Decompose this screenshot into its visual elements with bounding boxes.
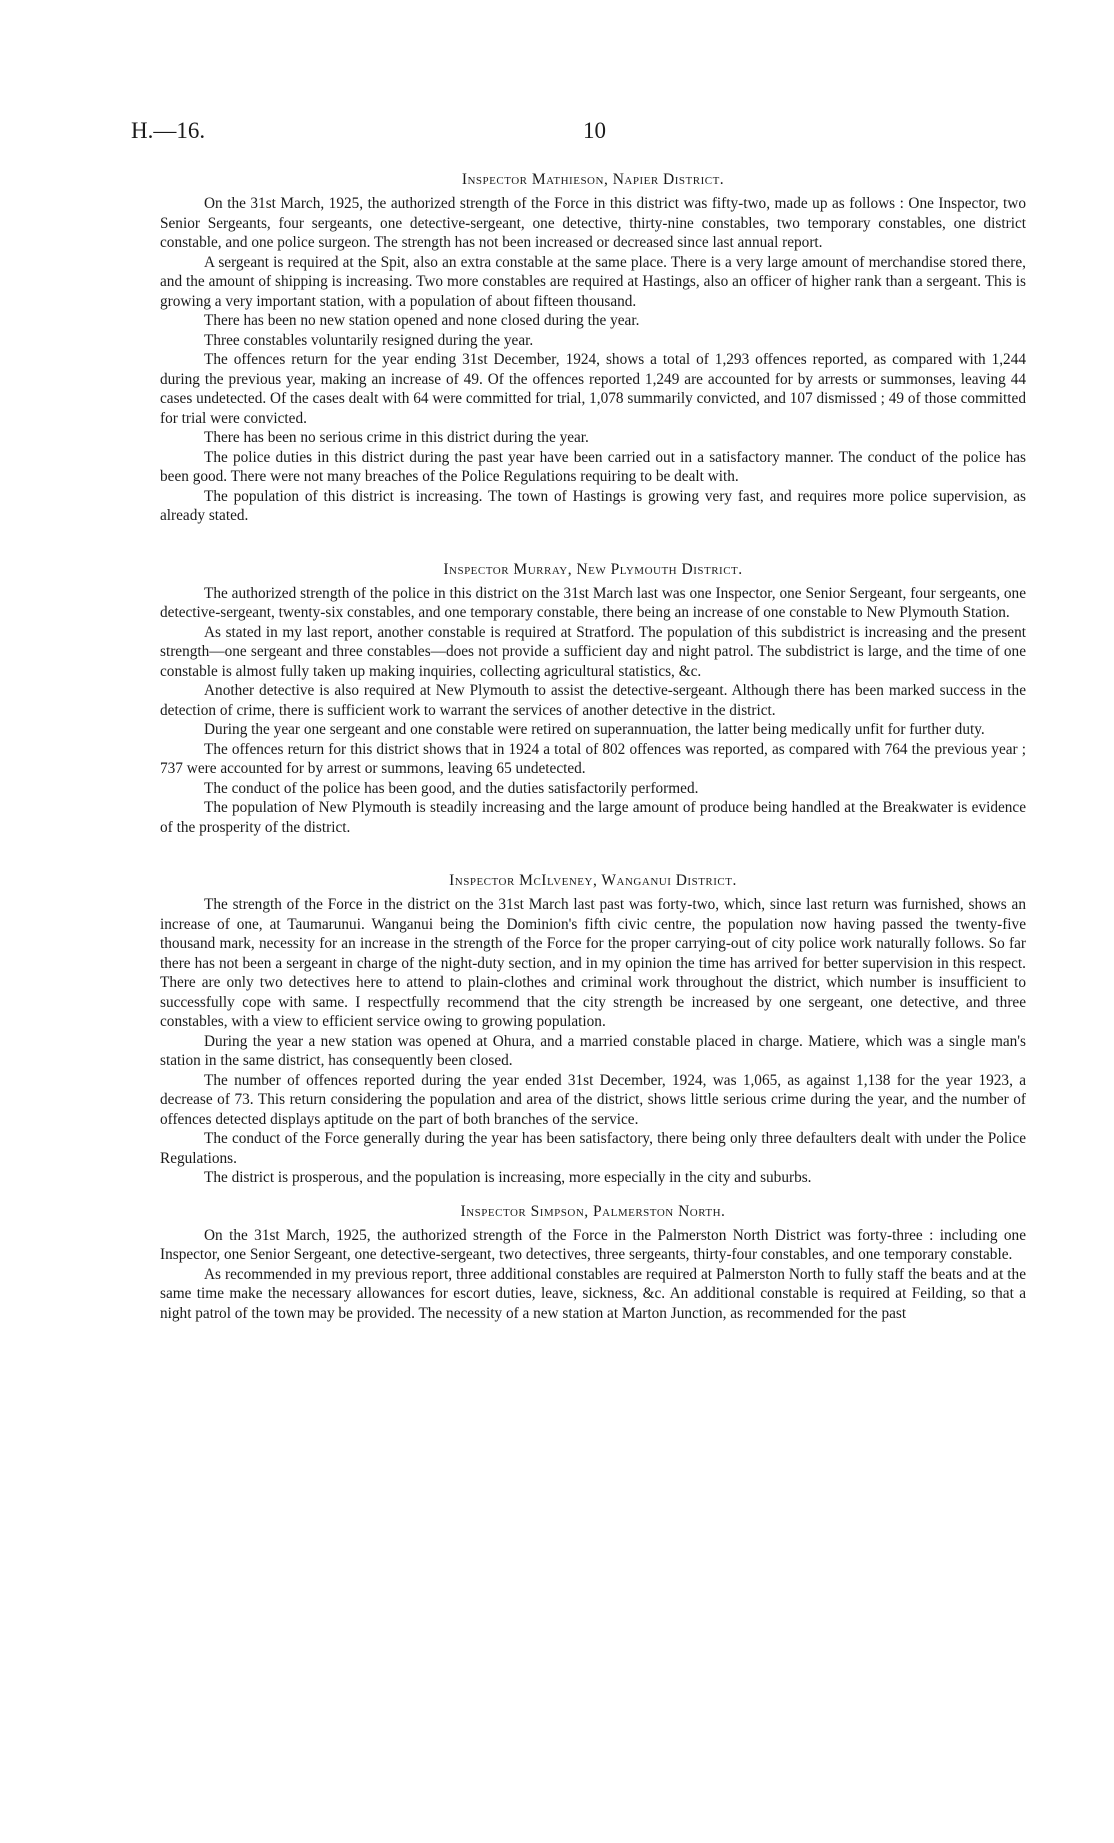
paragraph: The offences return for the year ending 31st December, 1924, shows a total of 1,293 offences reported, as compared with 1,244 during the previous year, making an increase of 49. Of the offences reported 1,249 are accounted for by arrests or summonses, leaving 44 cases undetected. Of the cases dealt with 64 were committed for trial, 1,078 summarily convicted, and 107 dismissed ; 49 of those committed for trial were convicted. bbox=[160, 351, 1026, 427]
paragraph: The conduct of the police has been good, and the duties satisfactorily performed. bbox=[204, 779, 699, 797]
paragraph: Another detective is also required at New Plymouth to assist the detective-sergeant. Although there has been marked success in the detection of crime, there is sufficient work to warrant the services of another detective in the district. bbox=[160, 682, 1026, 719]
page-header bbox=[131, 118, 1026, 150]
section-palmerston-north bbox=[160, 1202, 1026, 1324]
paragraph: There has been no serious crime in this district during the year. bbox=[204, 429, 589, 446]
page-number: 10 bbox=[583, 118, 606, 143]
paragraph: The strength of the Force in the district on the 31st March last past was forty-two, which, since last return was furnished, shows an increase of one, at Taumarunui. Wanganui being the Dominion's fifth civic centre, the population now having passed the twenty-five thousand mark, necessity for an increase in the strength of the Force for the proper carrying-out of city police work naturally follows. So far there has not been a sergeant in charge of the night-duty section, and in my opinion the time has arrived for better supervision in this respect. There are only two detectives here to attend to plain-clothes and criminal work throughout the district, which number is insufficient to successfully cope with same. I respectfully recommend that the city strength be increased by one sergeant, one detective, and three constables, with a view to efficient service owing to growing population. bbox=[160, 896, 1026, 1030]
section-napier bbox=[160, 170, 1026, 526]
paragraph: As stated in my last report, another constable is required at Stratford. The population of this subdistrict is increasing and the present strength—one sergeant and three constables—does not provide a sufficient day and night patrol. The subdistrict is large, and the time of one constable is almost fully taken up making inquiries, collecting agricultural statistics, &c. bbox=[160, 623, 1026, 680]
paragraph: The police duties in this district during the past year have been carried out in a satisfactory manner. The conduct of the police has been good. There were not many breaches of the Police Regulations requiring to be dealt with. bbox=[160, 448, 1026, 485]
paragraph: During the year one sergeant and one constable were retired on superannuation, the latter being medically unfit for further duty. bbox=[204, 721, 985, 738]
paragraph: Three constables voluntarily resigned during the year. bbox=[204, 331, 534, 349]
paragraph: On the 31st March, 1925, the authorized strength of the Force in the Palmerston North District was forty-three : including one Inspector, one Senior Sergeant, one detective-sergeant, two detectives, three sergeants, thirty-four constables, and one temporary constable. bbox=[160, 1226, 1026, 1263]
paragraph: On the 31st March, 1925, the authorized strength of the Force in this district was fifty-two, made up as follows : One Inspector, two Senior Sergeants, four sergeants, one detective-sergeant, one detective, thirty-nine constables, two temporary constables, one district constable, and one police surgeon. The strength has not been increased or decreased since last annual report. bbox=[160, 195, 1026, 251]
document-body bbox=[160, 170, 1026, 1323]
paragraph: The population of this district is increasing. The town of Hastings is growing very fast, and requires more police supervision, as already stated. bbox=[160, 487, 1026, 524]
section-title: Inspector Murray, New Plymouth District. bbox=[443, 560, 743, 578]
paragraph: The district is prosperous, and the population is increasing, more especially in the city and suburbs. bbox=[204, 1169, 812, 1186]
section-title: Inspector McIlveney, Wanganui District. bbox=[449, 872, 737, 889]
paragraph: The number of offences reported during the year ended 31st December, 1924, was 1,065, as against 1,138 for the year 1923, a decrease of 73. This return considering the population and area of the district, shows little serious crime during the year, and the number of offences detected displays aptitude on the part of both branches of the service. bbox=[160, 1071, 1026, 1128]
section-wanganui bbox=[160, 871, 1026, 1188]
paragraph: The authorized strength of the police in this district on the 31st March last was one Inspector, one Senior Sergeant, four sergeants, one detective-sergeant, twenty-six constables, and one temporary constable, there being an increase of one constable to New Plymouth Station. bbox=[160, 584, 1026, 621]
section-new-plymouth bbox=[160, 560, 1026, 838]
document-reference: H.—16. bbox=[131, 118, 206, 143]
paragraph: There has been no new station opened and none closed during the year. bbox=[204, 312, 640, 329]
paragraph: The population of New Plymouth is steadily increasing and the large amount of produce being handled at the Breakwater is evidence of the prosperity of the district. bbox=[160, 799, 1026, 836]
paragraph: A sergeant is required at the Spit, also an extra constable at the same place. There is a very large amount of merchandise stored there, and the amount of shipping is increasing. Two more constables are required at Hastings, also an officer of higher rank than a sergeant. This is growing a very important station, with a population of about fifteen thousand. bbox=[160, 253, 1026, 310]
paragraph: The offences return for this district shows that in 1924 a total of 802 offences was reported, as compared with 764 the previous year ; 737 were accounted for by arrest or summons, leaving 65 undetected. bbox=[160, 740, 1026, 777]
paragraph: During the year a new station was opened at Ohura, and a married constable placed in charge. Matiere, which was a single man's station in the same district, has consequently been closed. bbox=[160, 1032, 1026, 1069]
section-title: Inspector Mathieson, Napier District. bbox=[461, 171, 725, 188]
paragraph: The conduct of the Force generally during the year has been satisfactory, there being only three defaulters dealt with under the Police Regulations. bbox=[160, 1130, 1026, 1167]
section-title: Inspector Simpson, Palmerston North. bbox=[460, 1202, 726, 1220]
paragraph: As recommended in my previous report, three additional constables are required at Palmerston North to fully staff the beats and at the same time make the necessary allowances for escort duties, leave, sickness, &c. An additional constable is required at Feilding, so that a night patrol of the town may be provided. The necessity of a new station at Marton Junction, as recommended for the past bbox=[160, 1265, 1026, 1322]
